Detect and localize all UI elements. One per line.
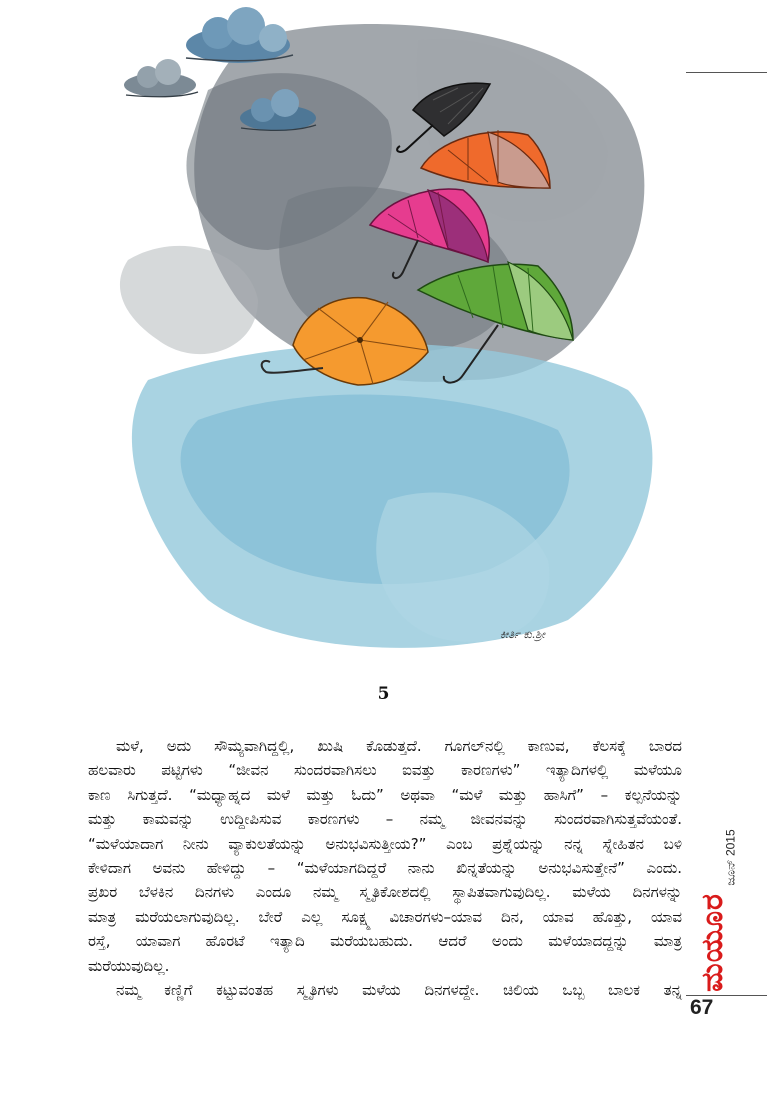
text-line: ಪ್ರಖರ ಬೆಳಕಿನ ದಿನಗಳು ಎಂದೂ ನಮ್ಮ ಸ್ಮೃತಿಕೋಶದಲ್ಲಿ ಸ್ಥಾಪಿತವಾಗುವುದಿಲ್ಲ. ಮಳೆಯ ದಿನಗಳನ್ನು xyxy=(88,883,682,902)
text-line: ಮತ್ತು ಕಾಮವನ್ನು ಉದ್ದೀಪಿಸುವ ಕಾರಣಗಳು – ನಮ್ಮ ಜೀವನವನ್ನು ಸುಂದರವಾಗಿಸುತ್ತವೆಯಂತೆ. xyxy=(88,810,682,829)
text-line: ಮಾತ್ರ ಮರೆಯಲಾಗುವುದಿಲ್ಲ. ಬೇರೆ ಎಲ್ಲ ಸೂಕ್ಷ್ಮ ವಿಚಾರಗಳು–ಯಾವ ದಿನ, ಯಾವ ಹೊತ್ತು, ಯಾವ xyxy=(88,907,682,926)
text-line: “ಮಳೆಯಾದಾಗ ನೀನು ವ್ಯಾಕುಲತೆಯನ್ನು ಅನುಭವಿಸುತ್ತೀಯ?” ಎಂಬ ಪ್ರಶ್ನೆಯನ್ನು ನನ್ನ ಸ್ನೇಹಿತನ ಬಳಿ xyxy=(88,834,682,853)
text-line: ಮಳೆ, ಅದು ಸೌಮ್ಯವಾಗಿದ್ದಲ್ಲಿ, ಖುಷಿ ಕೊಡುತ್ತದೆ. ಗೂಗಲ್‌ನಲ್ಲಿ ಕಾಣುವ, ಕೆಲಸಕ್ಕೆ ಬಾರದ xyxy=(116,737,682,755)
divider xyxy=(686,72,767,73)
issue-date: ಜೂನ್ 2015 xyxy=(723,828,738,886)
text-line: ರಸ್ತೆ, ಯಾವಾಗ ಹೊರಟೆ ಇತ್ಯಾದಿ ಮರೆಯಬಹುದು. ಆದರೆ ಅಂದು ಮಳೆಯಾದದ್ದನ್ನು ಮಾತ್ರ xyxy=(88,932,682,951)
text-line: ಕಾಣ ಸಿಗುತ್ತದೆ. “ಮಧ್ಯಾಹ್ನದ ಮಳೆ ಮತ್ತು ಓದು” ಅಥವಾ “ಮಳೆ ಮತ್ತು ಹಾಸಿಗೆ” – ಕಲ್ಪನೆಯನ್ನು xyxy=(88,785,682,804)
section-number: 5 xyxy=(377,684,390,704)
text-line: ನಮ್ಮ ಕಣ್ಣಿಗೆ ಕಟ್ಟುವಂತಹ ಸ್ಮೃತಿಗಳು ಮಳೆಯ ದಿನಗಳದ್ದೇ. ಚಿಲಿಯ ಒಬ್ಬ ಬಾಲಕ ತನ್ನ xyxy=(116,981,682,1000)
article-body xyxy=(88,734,682,1002)
text-line: ಮರೆಯುವುದಿಲ್ಲ. xyxy=(88,956,170,975)
text-line: ಹಲವಾರು ಪಟ್ಟಿಗಳು “ಜೀವನ ಸುಂದರವಾಗಿಸಲು ಐವತ್ತು ಕಾರಣಗಳು” ಇತ್ಯಾದಿಗಳಲ್ಲಿ ಮಳೆಯೂ xyxy=(88,761,682,780)
magazine-logo: ಮಯೂರ xyxy=(694,892,730,992)
paragraph xyxy=(88,734,682,978)
umbrellas-illustration xyxy=(88,0,682,660)
paragraph xyxy=(88,978,682,1002)
cloud-icon xyxy=(124,59,198,97)
page-number: 67 xyxy=(690,996,714,1019)
artist-signature: ಕೀರ್ತಿ ಕು.ಶ್ರೀ xyxy=(500,628,545,641)
text-line: ಕೇಳಿದಾಗ ಅವನು ಹೇಳಿದ್ದು – “ಮಳೆಯಾಗದಿದ್ದರೆ ನಾನು ಖಿನ್ನತೆಯನ್ನು ಅನುಭವಿಸುತ್ತೇನೆ” ಎಂದು. xyxy=(88,859,682,878)
cloud-icon xyxy=(186,7,293,63)
